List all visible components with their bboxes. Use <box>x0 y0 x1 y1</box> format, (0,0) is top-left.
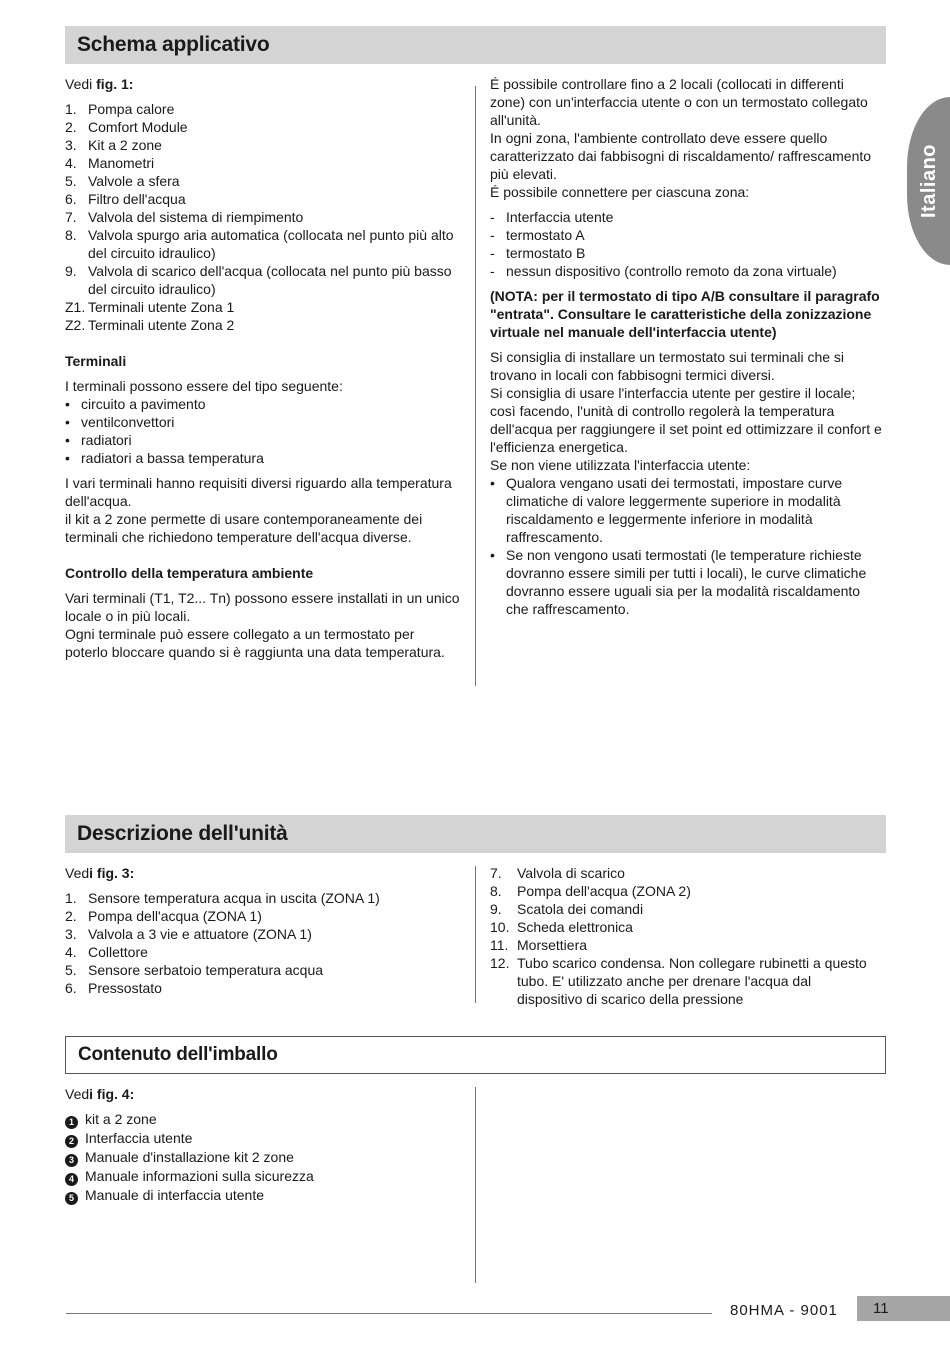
list-item <box>490 864 875 882</box>
list-item-text: Se non vengono usati termostati (le temperature richieste dovranno essere simili per tutti i locali), le curve climatiche dovranno essere uguali sia per la modalità riscaldamento che raffrescamento. <box>506 547 867 617</box>
list-item-text: radiatori <box>81 432 132 448</box>
list-item-text: kit a 2 zone <box>85 1111 157 1127</box>
list-item-text: Terminali utente Zona 1 <box>88 299 235 315</box>
list-item-text: Pompa calore <box>88 101 175 117</box>
list-item <box>65 431 460 449</box>
list-item-number: 2. <box>65 119 77 135</box>
numbered-circle-icon: 4 <box>65 1173 78 1186</box>
list-item-text: Pompa dell'acqua (ZONA 1) <box>88 908 262 924</box>
list-item-text: Sensore temperatura acqua in uscita (ZONA 1) <box>88 890 380 906</box>
dash-icon: - <box>490 263 495 279</box>
column-divider <box>475 86 476 686</box>
dash-icon: - <box>490 245 495 261</box>
list-item-text: ventilconvettori <box>81 414 175 430</box>
list-item <box>65 172 460 190</box>
paragraph: É possibile controllare fino a 2 locali (collocati in differenti zone) con un'interfaccia utente o con un termostato collegato all'unità. <box>490 76 868 128</box>
list-item <box>65 262 460 298</box>
paragraph: Se non viene utilizzata l'interfaccia utente: <box>490 457 751 473</box>
list-item-text: Valvola di scarico dell'acqua (collocata nel punto più basso del circuito idraulico) <box>88 263 452 297</box>
list-item <box>65 979 460 997</box>
list-item-text: radiatori a bassa temperatura <box>81 450 264 466</box>
section-header-schema <box>65 26 886 64</box>
list-item-text: Valvola spurgo aria automatica (collocata nel punto più alto del circuito idraulico) <box>88 227 454 261</box>
list-item-number: 1. <box>65 890 77 906</box>
figure-reference: Vedi fig. 4: <box>65 1086 135 1102</box>
list-item-text: Manuale d'installazione kit 2 zone <box>85 1149 294 1165</box>
list-item <box>65 1110 460 1129</box>
list-item <box>65 226 460 262</box>
list-item-number: 7. <box>65 209 77 225</box>
list-item <box>65 1148 460 1167</box>
bullet-icon: • <box>65 396 70 412</box>
list-item-number: 12. <box>490 955 510 971</box>
recommendations-list <box>490 474 882 618</box>
bullet-icon: • <box>490 475 495 491</box>
list-item-text: Tubo scarico condensa. Non collegare rubinetti a questo tubo. E' utilizzato anche per drenare l'acqua dal dispositivo di scarico della pressione <box>517 955 867 1007</box>
list-item <box>65 925 460 943</box>
dash-icon: - <box>490 227 495 243</box>
unit-parts-list <box>65 889 460 997</box>
list-item-number: 2. <box>65 908 77 924</box>
schema-right-column <box>490 75 882 618</box>
list-item-number: Z1. <box>65 299 86 315</box>
dash-icon: - <box>490 209 495 225</box>
list-item-number: 4. <box>65 155 77 171</box>
descrizione-right-column <box>490 864 875 1008</box>
list-item-text: Pompa dell'acqua (ZONA 2) <box>517 883 691 899</box>
list-item-number: 5. <box>65 962 77 978</box>
section-header-descrizione <box>65 815 886 853</box>
list-item <box>65 943 460 961</box>
list-item-number: 3. <box>65 137 77 153</box>
list-item-text: Valvola del sistema di riempimento <box>88 209 304 225</box>
terminali-paragraph: il kit a 2 zone permette di usare contemporaneamente dei terminali che richiedono temperature dell'acqua diverse. <box>65 511 423 545</box>
page-number: 11 <box>873 1300 889 1317</box>
list-item-number: 11. <box>490 937 509 953</box>
list-item-text: Manuale informazioni sulla sicurezza <box>85 1168 314 1184</box>
list-item-number: 10. <box>490 919 510 935</box>
devices-list <box>490 208 882 280</box>
controllo-paragraph: Vari terminali (T1, T2... Tn) possono essere installati in un unico locale o in più locali. <box>65 590 460 624</box>
list-item <box>490 954 875 1008</box>
list-item <box>490 244 882 262</box>
list-item-text: Valvola a 3 vie e attuatore (ZONA 1) <box>88 926 312 942</box>
list-item-text: termostato B <box>506 245 586 261</box>
section-title: Contenuto dell'imballo <box>78 1044 278 1065</box>
package-contents-list <box>65 1110 460 1205</box>
bullet-icon: • <box>65 432 70 448</box>
list-item <box>490 546 882 618</box>
list-item <box>65 449 460 467</box>
list-item <box>490 918 875 936</box>
language-tab <box>907 97 950 265</box>
paragraph: In ogni zona, l'ambiente controllato deve essere quello caratterizzato dai fabbisogni di riscaldamento/ raffrescamento più elevati. <box>490 130 872 182</box>
paragraph: Si consiglia di installare un termostato sui terminali che si trovano in locali con fabbisogni termici diversi. <box>490 349 845 383</box>
list-item <box>65 961 460 979</box>
list-item-text: Morsettiera <box>517 937 588 953</box>
paragraph: Si consiglia di usare l'interfaccia utente per gestire il locale; così facendo, l'unità di controllo regolerà la temperatura dell'acqua per raggiungere il set point ed ottimizzare il confort e l'efficienza energetica. <box>490 385 882 455</box>
section-title: Schema applicativo <box>77 33 270 56</box>
list-item-text: Manuale di interfaccia utente <box>85 1187 264 1203</box>
schema-left-column <box>65 75 460 661</box>
list-item <box>490 882 875 900</box>
components-list <box>65 100 460 334</box>
list-item <box>490 208 882 226</box>
list-item-text: nessun dispositivo (controllo remoto da zona virtuale) <box>506 263 837 279</box>
descrizione-left-column <box>65 864 460 997</box>
list-item-text: Terminali utente Zona 2 <box>88 317 235 333</box>
list-item <box>65 118 460 136</box>
section-title: Descrizione dell'unità <box>77 822 288 845</box>
list-item-text: Scheda elettronica <box>517 919 633 935</box>
list-item <box>65 316 460 334</box>
terminali-paragraph: I vari terminali hanno requisiti diversi riguardo alla temperatura dell'acqua. <box>65 475 452 509</box>
list-item-number: 4. <box>65 944 77 960</box>
unit-parts-list <box>490 864 875 1008</box>
language-tab-label: Italiano <box>917 143 940 219</box>
list-item-text: termostato A <box>506 227 585 243</box>
list-item-text: Pressostato <box>88 980 162 996</box>
column-divider <box>475 866 476 1003</box>
contenuto-left-column <box>65 1085 460 1205</box>
list-item-text: Filtro dell'acqua <box>88 191 186 207</box>
numbered-circle-icon: 3 <box>65 1154 78 1167</box>
paragraph: É possibile connettere per ciascuna zona: <box>490 184 750 200</box>
footer-rule <box>66 1313 712 1314</box>
bullet-icon: • <box>490 547 495 563</box>
list-item-text: Scatola dei comandi <box>517 901 644 917</box>
controllo-paragraph: Ogni terminale può essere collegato a un termostato per poterlo bloccare quando si è raggiunta una data temperatura. <box>65 626 445 660</box>
list-item <box>65 298 460 316</box>
list-item-number: 1. <box>65 101 77 117</box>
list-item-text: Kit a 2 zone <box>88 137 162 153</box>
list-item-number: 5. <box>65 173 77 189</box>
list-item-number: 3. <box>65 926 77 942</box>
list-item-text: Interfaccia utente <box>85 1130 193 1146</box>
list-item-text: Sensore serbatoio temperatura acqua <box>88 962 324 978</box>
list-item-number: 6. <box>65 191 77 207</box>
list-item-number: 6. <box>65 980 77 996</box>
list-item <box>490 226 882 244</box>
list-item <box>65 889 460 907</box>
list-item <box>490 262 882 280</box>
figure-reference: Vedi fig. 1: <box>65 76 134 92</box>
page-number-box <box>857 1296 950 1321</box>
list-item-text: Valvole a sfera <box>88 173 180 189</box>
list-item <box>65 413 460 431</box>
list-item <box>65 208 460 226</box>
controllo-heading: Controllo della temperatura ambiente <box>65 565 314 581</box>
figure-reference: Vedi fig. 3: <box>65 865 135 881</box>
list-item <box>65 395 460 413</box>
list-item <box>65 907 460 925</box>
bullet-icon: • <box>65 414 70 430</box>
list-item-number: Z2. <box>65 317 86 333</box>
list-item-text: Valvola di scarico <box>517 865 625 881</box>
list-item-text: Collettore <box>88 944 148 960</box>
list-item <box>490 936 875 954</box>
list-item-text: Interfaccia utente <box>506 209 614 225</box>
list-item-text: Manometri <box>88 155 155 171</box>
terminali-list <box>65 395 460 467</box>
list-item <box>65 1129 460 1148</box>
list-item <box>65 1186 460 1205</box>
section-header-contenuto <box>65 1036 886 1074</box>
list-item-number: 9. <box>490 901 502 917</box>
terminali-heading: Terminali <box>65 353 127 369</box>
document-code: 80HMA - 9001 <box>730 1302 838 1319</box>
list-item-number: 8. <box>490 883 502 899</box>
list-item <box>490 900 875 918</box>
list-item-number: 8. <box>65 227 77 243</box>
list-item <box>65 100 460 118</box>
terminali-intro: I terminali possono essere del tipo seguente: <box>65 378 343 394</box>
list-item <box>490 474 882 546</box>
list-item <box>65 190 460 208</box>
list-item <box>65 136 460 154</box>
column-divider <box>475 1087 476 1283</box>
list-item-number: 7. <box>490 865 502 881</box>
list-item-number: 9. <box>65 263 77 279</box>
numbered-circle-icon: 1 <box>65 1116 78 1129</box>
numbered-circle-icon: 2 <box>65 1135 78 1148</box>
list-item-text: Comfort Module <box>88 119 188 135</box>
list-item-text: Qualora vengano usati dei termostati, impostare curve climatiche di valore leggermente superiore in modalità riscaldamento e leggermente inferiore in modalità raffrescamento. <box>506 475 843 545</box>
bullet-icon: • <box>65 450 70 466</box>
numbered-circle-icon: 5 <box>65 1192 78 1205</box>
list-item <box>65 1167 460 1186</box>
note: (NOTA: per il termostato di tipo A/B consultare il paragrafo "entrata". Consultare le caratteristiche della zonizzazione virtuale nel manuale dell'interfaccia utente) <box>490 288 880 340</box>
list-item <box>65 154 460 172</box>
list-item-text: circuito a pavimento <box>81 396 206 412</box>
